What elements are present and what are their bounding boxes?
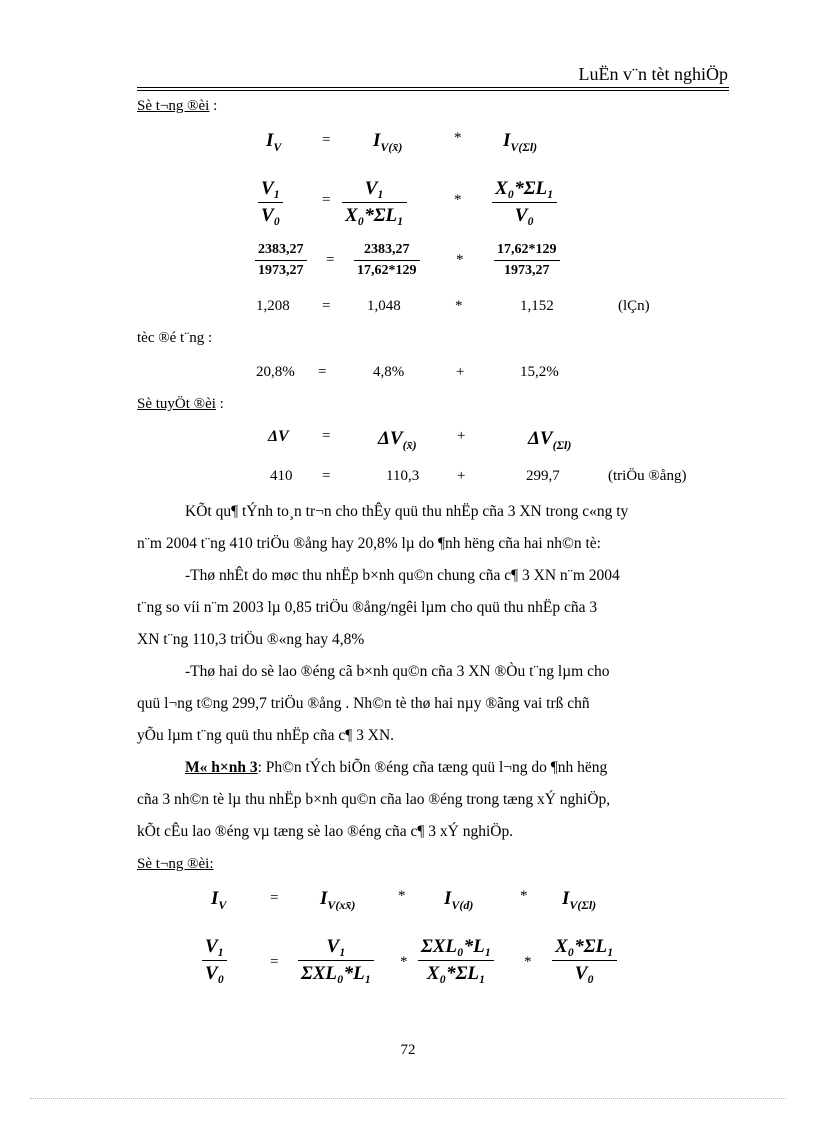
running-header: LuËn v¨n tèt nghiÖp xyxy=(578,64,728,84)
percent-value: 15,2% xyxy=(520,364,559,380)
body-paragraphs xyxy=(137,496,739,848)
plus-sign: + xyxy=(457,468,466,484)
result-value: 1,152 xyxy=(520,298,554,314)
equals-sign: = xyxy=(322,468,331,484)
fraction-lhs: $\frac{\text{V₁}}{\text{V₀}}$ xyxy=(258,178,283,227)
growth-rate-label: tèc ®é t¨ng : xyxy=(137,330,213,346)
delta-value: 110,3 xyxy=(386,468,420,484)
equals-sign: = xyxy=(326,252,335,268)
index-term-3: $I_{V(\Sigma l)}$ xyxy=(562,888,597,912)
plus-sign: + xyxy=(456,364,465,380)
paragraph-line: kÕt cÊu lao ®éng vµ tæng sè lao ®éng cña c¶ 3 xÝ nghiÖp. xyxy=(137,823,514,840)
result-value: 1,208 xyxy=(256,298,290,314)
index-results-row xyxy=(0,298,816,320)
heading-relative-text: Sè t¬ng ®èi xyxy=(137,98,210,114)
multiply-sign: * xyxy=(524,954,532,970)
plus-sign: + xyxy=(457,428,466,444)
numeric-fraction-row xyxy=(0,242,816,286)
delta-lhs: ΔV xyxy=(268,428,289,445)
model-description: : Ph©n tÝch biÕn ®éng cña tæng quü l¬ng do ¶nh hëng xyxy=(257,759,608,776)
percent-value: 20,8% xyxy=(256,364,295,380)
heading-absolute xyxy=(137,396,224,413)
delta-term-2: $\Delta V_{(\Sigma l)}$ xyxy=(528,428,572,452)
paragraph-line: -Thø nhÊt do møc thu nhËp b×nh qu©n chung cña c¶ 3 XN n¨m 2004 xyxy=(185,567,620,584)
paragraph-line: KÕt qu¶ tÝnh to¸n tr¬n cho thÊy quü thu nhËp cña 3 XN trong c«ng ty xyxy=(185,503,629,520)
result-value: 1,048 xyxy=(367,298,401,314)
delta-unit: (triÖu ®ång) xyxy=(608,468,687,484)
equals-sign: = xyxy=(322,132,331,148)
multiply-sign: * xyxy=(454,130,462,146)
index-lhs: $I_V$ xyxy=(211,888,227,912)
index-term-2: $I_{V(\Sigma l)}$ xyxy=(503,130,538,154)
paragraph-line: -Thø hai do sè lao ®éng cã b×nh qu©n cña 3 XN ®Òu t¨ng lµm cho xyxy=(185,663,610,680)
paragraph-line xyxy=(137,752,739,784)
paragraph-line: yÕu lµm t¨ng quü thu nhËp cña c¶ 3 XN. xyxy=(137,727,395,744)
numeric-fraction-term-2: $\frac{17,62*129}{1973,27}$ xyxy=(494,242,560,279)
delta-value: 410 xyxy=(270,468,293,484)
multiply-sign: * xyxy=(455,298,463,314)
heading-colon: : xyxy=(213,98,218,114)
fraction-formula-row-2 xyxy=(0,936,816,996)
numeric-fraction-lhs: $\frac{2383,27}{1973,27}$ xyxy=(255,242,307,279)
heading-relative-1 xyxy=(137,98,217,115)
model-label: M« h×nh 3 xyxy=(185,759,258,776)
heading-absolute-text: Sè tuyÖt ®èi xyxy=(137,396,216,412)
index-term-2: $I_{V(d)}$ xyxy=(444,888,474,912)
equals-sign: = xyxy=(318,364,327,380)
fraction-formula-row xyxy=(0,178,816,234)
paragraph-line: n¨m 2004 t¨ng 410 triÖu ®ång hay 20,8% lµ do ¶nh hëng cña hai nh©n tè: xyxy=(137,535,601,552)
equals-sign: = xyxy=(322,428,331,444)
header-rule-bottom xyxy=(137,90,729,91)
delta-results-row xyxy=(0,468,816,490)
index-formula-row xyxy=(0,130,816,160)
fraction-term-1: V₁ ΣXL₀*L₁ xyxy=(298,936,374,985)
delta-value: 299,7 xyxy=(526,468,560,484)
paragraph-line: cña 3 nh©n tè lµ thu nhËp b×nh qu©n cña lao ®éng trong tæng xÝ nghiÖp, xyxy=(137,791,611,808)
header-rule-top xyxy=(137,87,729,88)
paragraph-line: t¨ng so víi n¨m 2003 lµ 0,85 triÖu ®ång/ngêi lµm cho quü thu nhËp cña 3 xyxy=(137,599,598,616)
multiply-sign: * xyxy=(520,888,528,904)
multiply-sign: * xyxy=(454,192,462,208)
result-unit: (lÇn) xyxy=(618,298,650,314)
index-term-1: $I_{V(x̄)}$ xyxy=(373,130,403,154)
index-lhs: $I_V$ xyxy=(266,130,282,154)
fraction-term-3: $\frac{\text{X₀*ΣL₁}}{\text{V₀}}$ xyxy=(552,936,617,985)
fraction-term-1: $\frac{\text{V₁}}{\text{X₀*ΣL₁}}$ xyxy=(342,178,407,227)
fraction-lhs: $\frac{\text{V₁}}{\text{V₀}}$ xyxy=(202,936,227,985)
multiply-sign: * xyxy=(456,252,464,268)
index-formula-row-2 xyxy=(0,888,816,920)
heading-colon: : xyxy=(219,396,224,412)
equals-sign: = xyxy=(322,192,331,208)
equals-sign: = xyxy=(322,298,331,314)
delta-term-1: $\Delta V_{(x̄)}$ xyxy=(378,428,417,452)
fraction-term-2: ΣXL₀*L₁ X₀*ΣL₁ xyxy=(418,936,494,985)
percent-value: 4,8% xyxy=(373,364,405,380)
multiply-sign: * xyxy=(400,954,408,970)
paragraph-line: XN t¨ng 110,3 triÖu ®«ng hay 4,8% xyxy=(137,631,365,648)
equals-sign: = xyxy=(270,890,279,906)
page-number: 72 xyxy=(400,1042,416,1058)
growth-results-row xyxy=(0,364,816,386)
paragraph-line: quü l¬ng t©ng 299,7 triÖu ®ång . Nh©n tè thø hai nµy ®ãng vai trß chñ xyxy=(137,695,590,712)
delta-formula-row xyxy=(0,428,816,458)
fraction-term-2: $\frac{\text{X₀*ΣL₁}}{\text{V₀}}$ xyxy=(492,178,557,227)
equals-sign: = xyxy=(270,954,279,970)
multiply-sign: * xyxy=(398,888,406,904)
heading-relative-2: Sè t¬ng ®èi: xyxy=(137,856,214,872)
numeric-fraction-term-1: $\frac{2383,27}{17,62*129}$ xyxy=(354,242,420,279)
footer-dotted-line xyxy=(30,1098,786,1099)
index-term-1: $I_{V(xx̄)}$ xyxy=(320,888,356,912)
